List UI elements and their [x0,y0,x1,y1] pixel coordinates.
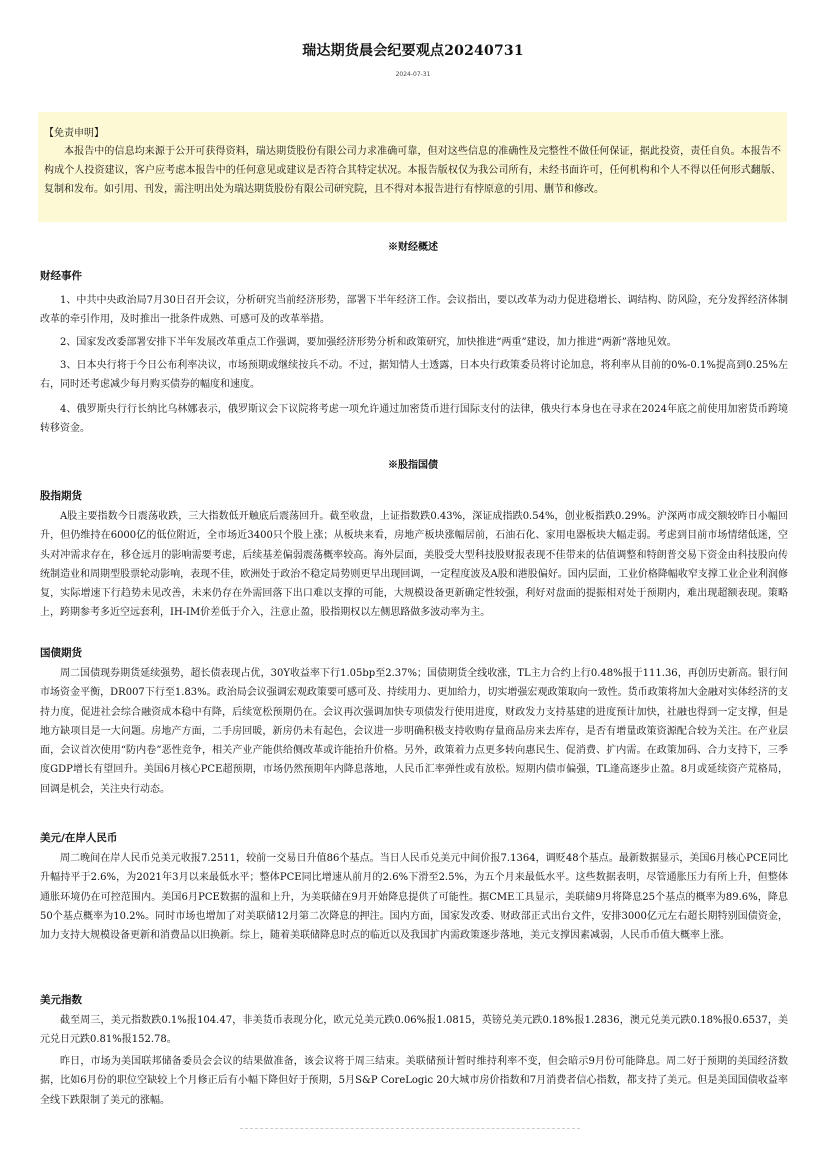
dollar-index-text-2: 昨日，市场为美国联邦储备委员会会议的结果做准备，该会议将于周三结束。美联储预计暂时维持利率不变，但会暗示9月份可能降息。周二好于预期的美国经济数据，比如6月份的职位空缺较上个月修正后有小幅下降但好于预期，5月S&P CoreLogic 20大城市房价指数和7月消费者信心指数，都支持了美元。但是美国国债收益率全线下跌限制了美元的涨幅。 [40,1056,788,1106]
heading-usdcnh: 美元/在岸人民币 [40,832,118,844]
finance-event-2: 2、国家发改委部署安排下半年发展改革重点工作强调，要加强经济形势分析和政策研究，加快推进“两重”建设，加力推进“两新”落地见效。 [60,337,677,348]
footer-divider [240,1128,580,1129]
dollar-index-text-1: 截至周三，美元指数跌0.1%报104.47，非美货币表现分化，欧元兑美元跌0.06%报1.0815，英镑兑美元跌0.18%报1.2836，澳元兑美元跌0.18%报0.6537，美元兑日元跌0.81%报152.78。 [40,1015,788,1046]
disclaimer-heading: 【免责申明】 [44,128,104,139]
index-futures-text: A股主要指数今日震荡收跌，三大指数低开触底后震荡回升。截至收盘，上证指数跌0.43%，深证成指跌0.54%，创业板指跌0.29%。沪深两市成交额较昨日小幅回升，但仍维持在6000亿的低位附近，全市场近3400只个股上涨；从板块来看，房地产板块涨幅居前，石油石化、家用电器板块大幅走弱。考虑到目前市场情绪低迷，空头对冲需求存在，移仓远月的影响需要考虑，后续基差偏弱震荡概率较高。海外层面，美股受大型科技股财报表现不佳带来的估值调整和特朗普交易下资金由科技股向传统制造业和周期型股票轮动影响，表现不佳，欧洲处于政治不稳定局势则更早出现回调，一定程度波及A股和港股偏好。国内层面，工业价格降幅收窄支撑工业企业利润修复，实际增速下行趋势未见改善，未来仍存在外需回落下出口难以支撑的可能，大规模设备更新确定性较强，利好对盘面的提振相对处于预期内，难出现超额表现。策略上，跨期参考多近空远套利，IH-IM价差低于介入，注意止盈，股指期权以左侧思路做多波动率为主。 [40,511,788,619]
finance-event-3: 3、日本央行将于今日公布利率决议，市场预期或继续按兵不动。不过，据知情人士透露，日本央行政策委员将讨论加息，将利率从目前的0%-0.1%提高到0.25%左右，同时还考虑减少每月购买债券的幅度和速度。 [40,360,788,391]
heading-bond-futures: 国债期货 [40,647,82,659]
report-title: 瑞达期货晨会纪要观点20240731 [302,43,524,59]
bond-futures-text: 周二国债现券期货延续强势，超长债表现占优，30Y收益率下行1.05bp至2.37%；国债期货全线收涨，TL主力合约上行0.48%报于111.36，再创历史新高。银行间市场资金平衡，DR007下行至1.83%。政治局会议强调宏观政策要可感可及、持续用力、更加给力，切实增强宏观政策取向一致性。货币政策将加大金融对实体经济的支持力度，促进社会综合融资成本稳中有降，后续宽松预期仍在。会议再次强调加快专项债发行使用进度，财政发力支持基建的进度预计加快，社融也得到一定支撑，但是地方缺项目是一大问题。房地产方面，二手房回暖，新房仍未有起色，会议进一步明确积极支持收购存量商品房来去库存，是否有增量政策资源配合较为关注。在产业层面，会议首次使用“防内卷”恶性竞争，相关产业产能供给侧改革或许能抬升价格。另外，政策着力点更多转向惠民生、促消费、扩内需。在政策加码、合力支持下，三季度GDP增长有望回升。美国6月核心PCE超预期，市场仍然预期年内降息落地，人民币汇率弹性或有放松。短期内债市偏强，TL逢高逐步止盈。8月或延续资产荒格局，回调是机会，关注央行动态。 [40,668,788,795]
finance-event-1: 1、中共中央政治局7月30日召开会议，分析研究当前经济形势，部署下半年经济工作。会议指出，要以改革为动力促进稳增长、调结构、防风险，充分发挥经济体制改革的牵引作用，及时推出一批条件成熟、可感可及的改革举措。 [40,295,788,326]
heading-dollar-index: 美元指数 [40,994,82,1006]
usdcnh-text: 周二晚间在岸人民币兑美元收报7.2511，较前一交易日升值86个基点。当日人民币兑美元中间价报7.1364，调贬48个基点。最新数据显示，美国6月核心PCE同比升幅持平于2.6%，为2021年3月以来最低水平；整体PCE同比增速从前月的2.6%下滑至2.5%，为五个月来最低水平。这些数据表明，尽管通胀压力有所上升，但整体通胀环境仍在可控范围内。美国6月PCE数据的温和上升，为美联储在9月开始降息提供了可能性。据CME工具显示，美联储9月将降息25个基点的概率为89.6%，降息50个基点概率为10.2%。同时市场也增加了对美联储12月第二次降息的押注。国内方面，国家发改委、财政部正式出台文件，安排3000亿元左右超长期特别国债资金，加力支持大规模设备更新和消费品以旧换新。综上，随着美联储降息时点的临近以及我国扩内需政策逐步落地，美元支撑因素减弱，人民币币值大概率上涨。 [40,853,788,942]
disclaimer-box [38,112,787,222]
heading-index-futures: 股指期货 [40,490,82,502]
report-date: 2024-07-31 [395,71,431,78]
section-title-finance-overview: ※财经概述 [388,242,438,253]
heading-finance-events: 财经事件 [40,270,82,282]
section-title-stock-bond: ※股指国债 [388,460,438,471]
disclaimer-text: 本报告中的信息均来源于公开可获得资料，瑞达期货股份有限公司力求准确可靠，但对这些信息的准确性及完整性不做任何保证，据此投资，责任自负。本报告不构成个人投资建议，客户应考虑本报告中的任何意见或建议是否符合其特定状况。本报告版权仅为我公司所有，未经书面许可，任何机构和个人不得以任何形式翻版、复制和发布。如引用、刊发，需注明出处为瑞达期货股份有限公司研究院，且不得对本报告进行有悖原意的引用、删节和修改。 [44,146,781,196]
finance-event-4: 4、俄罗斯央行行长纳比乌林娜表示，俄罗斯议会下议院将考虑一项允许通过加密货币进行国际支付的法律，俄央行本身也在寻求在2024年底之前使用加密货币跨境转移资金。 [40,404,788,435]
